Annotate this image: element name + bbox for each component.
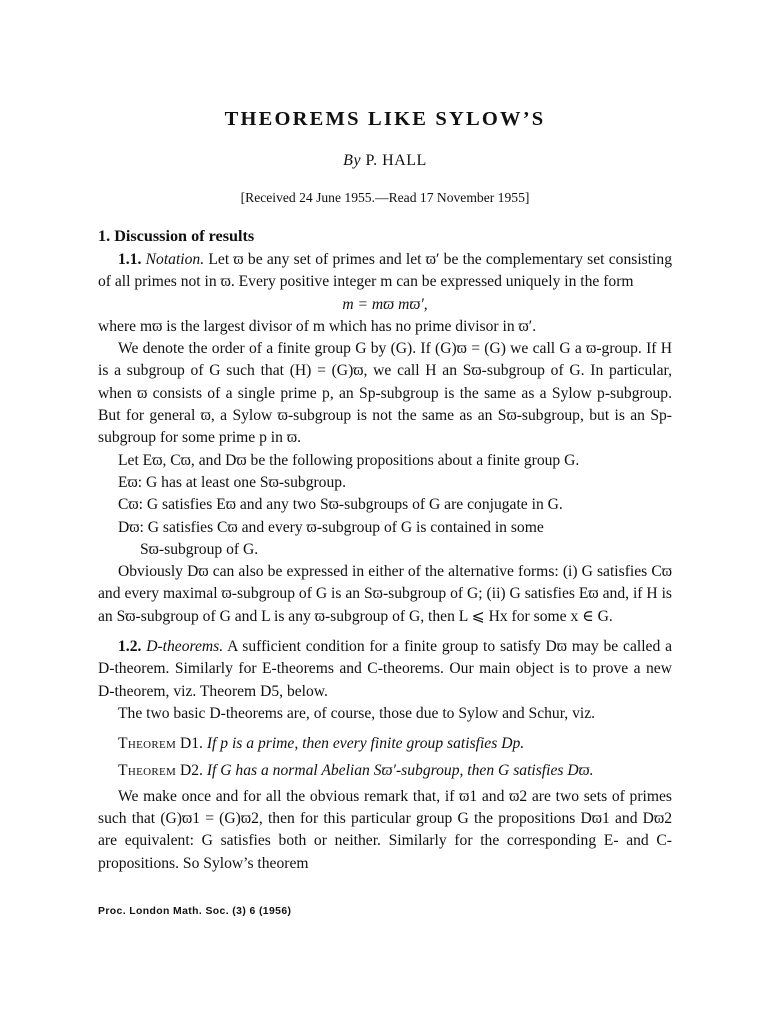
- theorem-number: D2.: [176, 761, 203, 779]
- received-date: [Received 24 June 1955.—Read 17 November 1955]: [240, 190, 530, 205]
- proposition-d: [98, 517, 672, 562]
- paragraph-order: We denote the order of a finite group G by (G). If (G)ϖ = (G) we call G a ϖ-group. If H is a subgroup of G such that (H) = (G)ϖ, we call H an Sϖ-subgroup of G. In particular, when ϖ consists of a single prime p, an Sp-subgroup is the same as a Sylow p-subgroup. But for general ϖ, a Sylow ϖ-subgroup is not the same as an Sϖ-subgroup, but is an Sp-subgroup for some prime p in ϖ.: [98, 340, 672, 447]
- theorem-d2: [98, 760, 672, 782]
- proposition-d-line1: Dϖ: G satisfies Cϖ and every ϖ-subgroup of G is contained in some: [118, 518, 544, 536]
- theorem-d1: [98, 733, 672, 755]
- theorem-statement: If G has a normal Abelian Sϖ′-subgroup, then G satisfies Dϖ.: [202, 761, 594, 779]
- paragraph-where: where mϖ is the largest divisor of m which has no prime divisor in ϖ′.: [98, 317, 537, 335]
- paragraph-d-theorems: [98, 636, 672, 703]
- paragraph-notation: [98, 249, 672, 294]
- body-text: [98, 249, 672, 875]
- paper-title: THEOREMS LIKE SYLOW’S: [224, 108, 546, 130]
- theorem-label: Theorem: [118, 735, 177, 753]
- proposition-d-line2: Sϖ-subgroup of G.: [140, 540, 259, 558]
- paragraph-propositions: Let Eϖ, Cϖ, and Dϖ be the following propositions about a finite group G.: [118, 451, 580, 469]
- subsection-number: 1.2.: [118, 638, 142, 656]
- subsection-number: 1.1.: [118, 251, 142, 268]
- byline-by: By: [343, 152, 362, 169]
- byline: [98, 152, 672, 170]
- section-heading: 1. Discussion of results: [98, 227, 255, 245]
- subsection-label: Notation.: [145, 251, 205, 268]
- paragraph-text: A sufficient condition for a finite group to satisfy Dϖ may be called a D-theorem. Similarly for E-theorems and C-theorems. Our main object is to prove a new D-theorem, viz. Theorem D5, below.: [98, 638, 672, 700]
- journal-footer: Proc. London Math. Soc. (3) 6 (1956): [98, 906, 292, 917]
- theorem-label: Theorem: [118, 761, 177, 779]
- author-name: P. HALL: [365, 152, 427, 169]
- paragraph-basic: The two basic D-theorems are, of course, those due to Sylow and Schur, viz.: [118, 704, 596, 722]
- subsection-label: D-theorems.: [146, 638, 224, 656]
- proposition-c: Cϖ: G satisfies Eϖ and any two Sϖ-subgroups of G are conjugate in G.: [118, 496, 563, 514]
- paragraph-remark: We make once and for all the obvious remark that, if ϖ1 and ϖ2 are two sets of primes such that (G)ϖ1 = (G)ϖ2, then for this particular group G the propositions Dϖ1 and Dϖ2 are equivalent: G satisfies both or neither. Similarly for the corresponding E- and C-propositions. So Sylow’s theorem: [98, 787, 672, 872]
- paragraph-obviously: Obviously Dϖ can also be expressed in either of the alternative forms: (i) G satisfies Cϖ and every maximal ϖ-subgroup of G is an Sϖ-subgroup of G; (ii) G satisfies Eϖ and, if H is an Sϖ-subgroup of G and L is any ϖ-subgroup of G, then L ⩽ Hx for some x ∈ G.: [98, 563, 672, 625]
- theorem-number: D1.: [176, 735, 203, 753]
- paragraph-text: Let ϖ be any set of primes and let ϖ′ be the complementary set consisting of all primes not in ϖ. Every positive integer m can be expressed uniquely in the form: [98, 251, 672, 291]
- proposition-e: Eϖ: G has at least one Sϖ-subgroup.: [118, 473, 346, 491]
- equation: m = mϖ mϖ′,: [342, 295, 428, 313]
- theorem-statement: If p is a prime, then every finite group satisfies Dp.: [202, 735, 525, 753]
